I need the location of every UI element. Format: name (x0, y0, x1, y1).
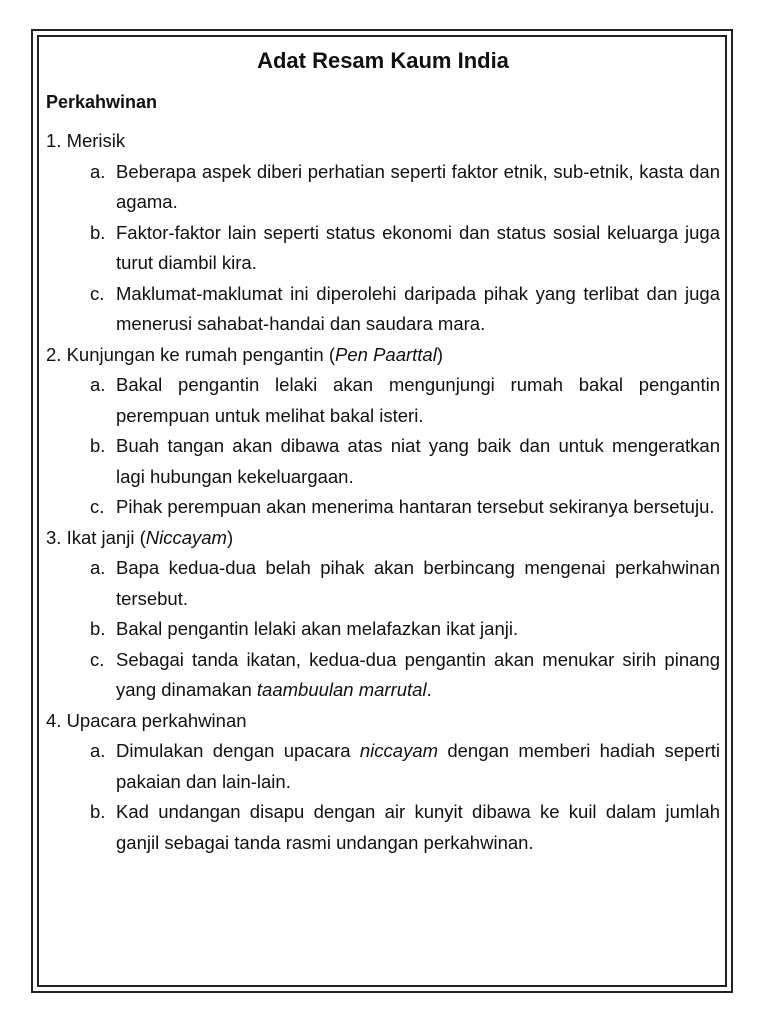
item-text: Sebagai tanda ikatan, kedua-dua pengantin akan menukar sirih pinang yang dinamakan (116, 648, 720, 700)
item-marker: c. (90, 496, 105, 517)
item-text-end: . (426, 679, 432, 700)
list-item (46, 431, 720, 492)
item-marker: b. (90, 618, 106, 639)
heading-term: Niccayam (145, 526, 227, 548)
section-kunjungan (46, 340, 720, 523)
item-text: Bakal pengantin lelaki akan mengunjungi rumah bakal pengantin perempuan untuk melihat bakal isteri. (116, 374, 720, 426)
section-heading (46, 340, 720, 371)
list-item (46, 797, 720, 858)
section-heading: 4. Upacara perkahwinan (46, 709, 247, 731)
item-marker: a. (90, 557, 106, 578)
item-text: Maklumat-maklumat ini diperolehi daripada pihak yang terlibat dan juga menerusi sahabat-handai dan saudara mara. (116, 282, 720, 334)
section-heading (46, 523, 720, 554)
list-item (46, 218, 720, 279)
document-body (46, 44, 720, 858)
item-marker: a. (90, 740, 106, 761)
list-item (46, 492, 720, 523)
section-heading: 1. Merisik (46, 130, 126, 151)
section-subtitle: Perkahwinan (46, 92, 158, 112)
list-item (46, 614, 720, 645)
list-item (46, 157, 720, 218)
list-item (46, 553, 720, 614)
heading-text: 3. Ikat janji ( (46, 526, 146, 548)
list-item (46, 279, 720, 340)
item-text: Beberapa aspek diberi perhatian seperti faktor etnik, sub-etnik, kasta dan agama. (116, 160, 720, 212)
heading-term: Pen Paarttal (335, 343, 437, 365)
item-text: Dimulakan dengan upacara (116, 740, 360, 761)
item-marker: a. (90, 374, 106, 395)
item-marker: c. (90, 282, 105, 304)
item-text: Buah tangan akan dibawa atas niat yang baik dan untuk mengeratkan lagi hubungan kekeluargaan. (116, 435, 720, 487)
item-text: Bakal pengantin lelaki akan melafazkan ikat janji. (116, 618, 519, 639)
list-item (46, 736, 720, 797)
section-ikat-janji (46, 523, 720, 706)
list-item (46, 645, 720, 706)
list-item (46, 370, 720, 431)
item-term: taambuulan marrutal (256, 679, 427, 700)
page-title: Adat Resam Kaum India (257, 48, 509, 73)
heading-text-end: ) (226, 526, 234, 548)
section-merisik (46, 126, 720, 340)
item-marker: c. (90, 648, 105, 670)
item-marker: b. (90, 435, 106, 456)
item-term: niccayam (359, 740, 439, 761)
item-marker: a. (90, 160, 106, 182)
item-text: Bapa kedua-dua belah pihak akan berbincang mengenai perkahwinan tersebut. (116, 557, 720, 609)
item-marker: b. (90, 801, 106, 822)
heading-text-end: ) (436, 343, 444, 365)
section-upacara (46, 706, 720, 859)
item-marker: b. (90, 221, 106, 243)
item-text: Kad undangan disapu dengan air kunyit dibawa ke kuil dalam jumlah ganjil sebagai tanda rasmi undangan perkahwinan. (116, 801, 720, 853)
heading-text: 2. Kunjungan ke rumah pengantin ( (46, 343, 336, 365)
item-text: Faktor-faktor lain seperti status ekonomi dan status sosial keluarga juga turut diambil kira. (116, 221, 720, 273)
item-text-end: dengan memberi hadiah seperti pakaian dan lain-lain. (116, 740, 720, 792)
item-text: Pihak perempuan akan menerima hantaran tersebut sekiranya bersetuju. (116, 496, 715, 517)
